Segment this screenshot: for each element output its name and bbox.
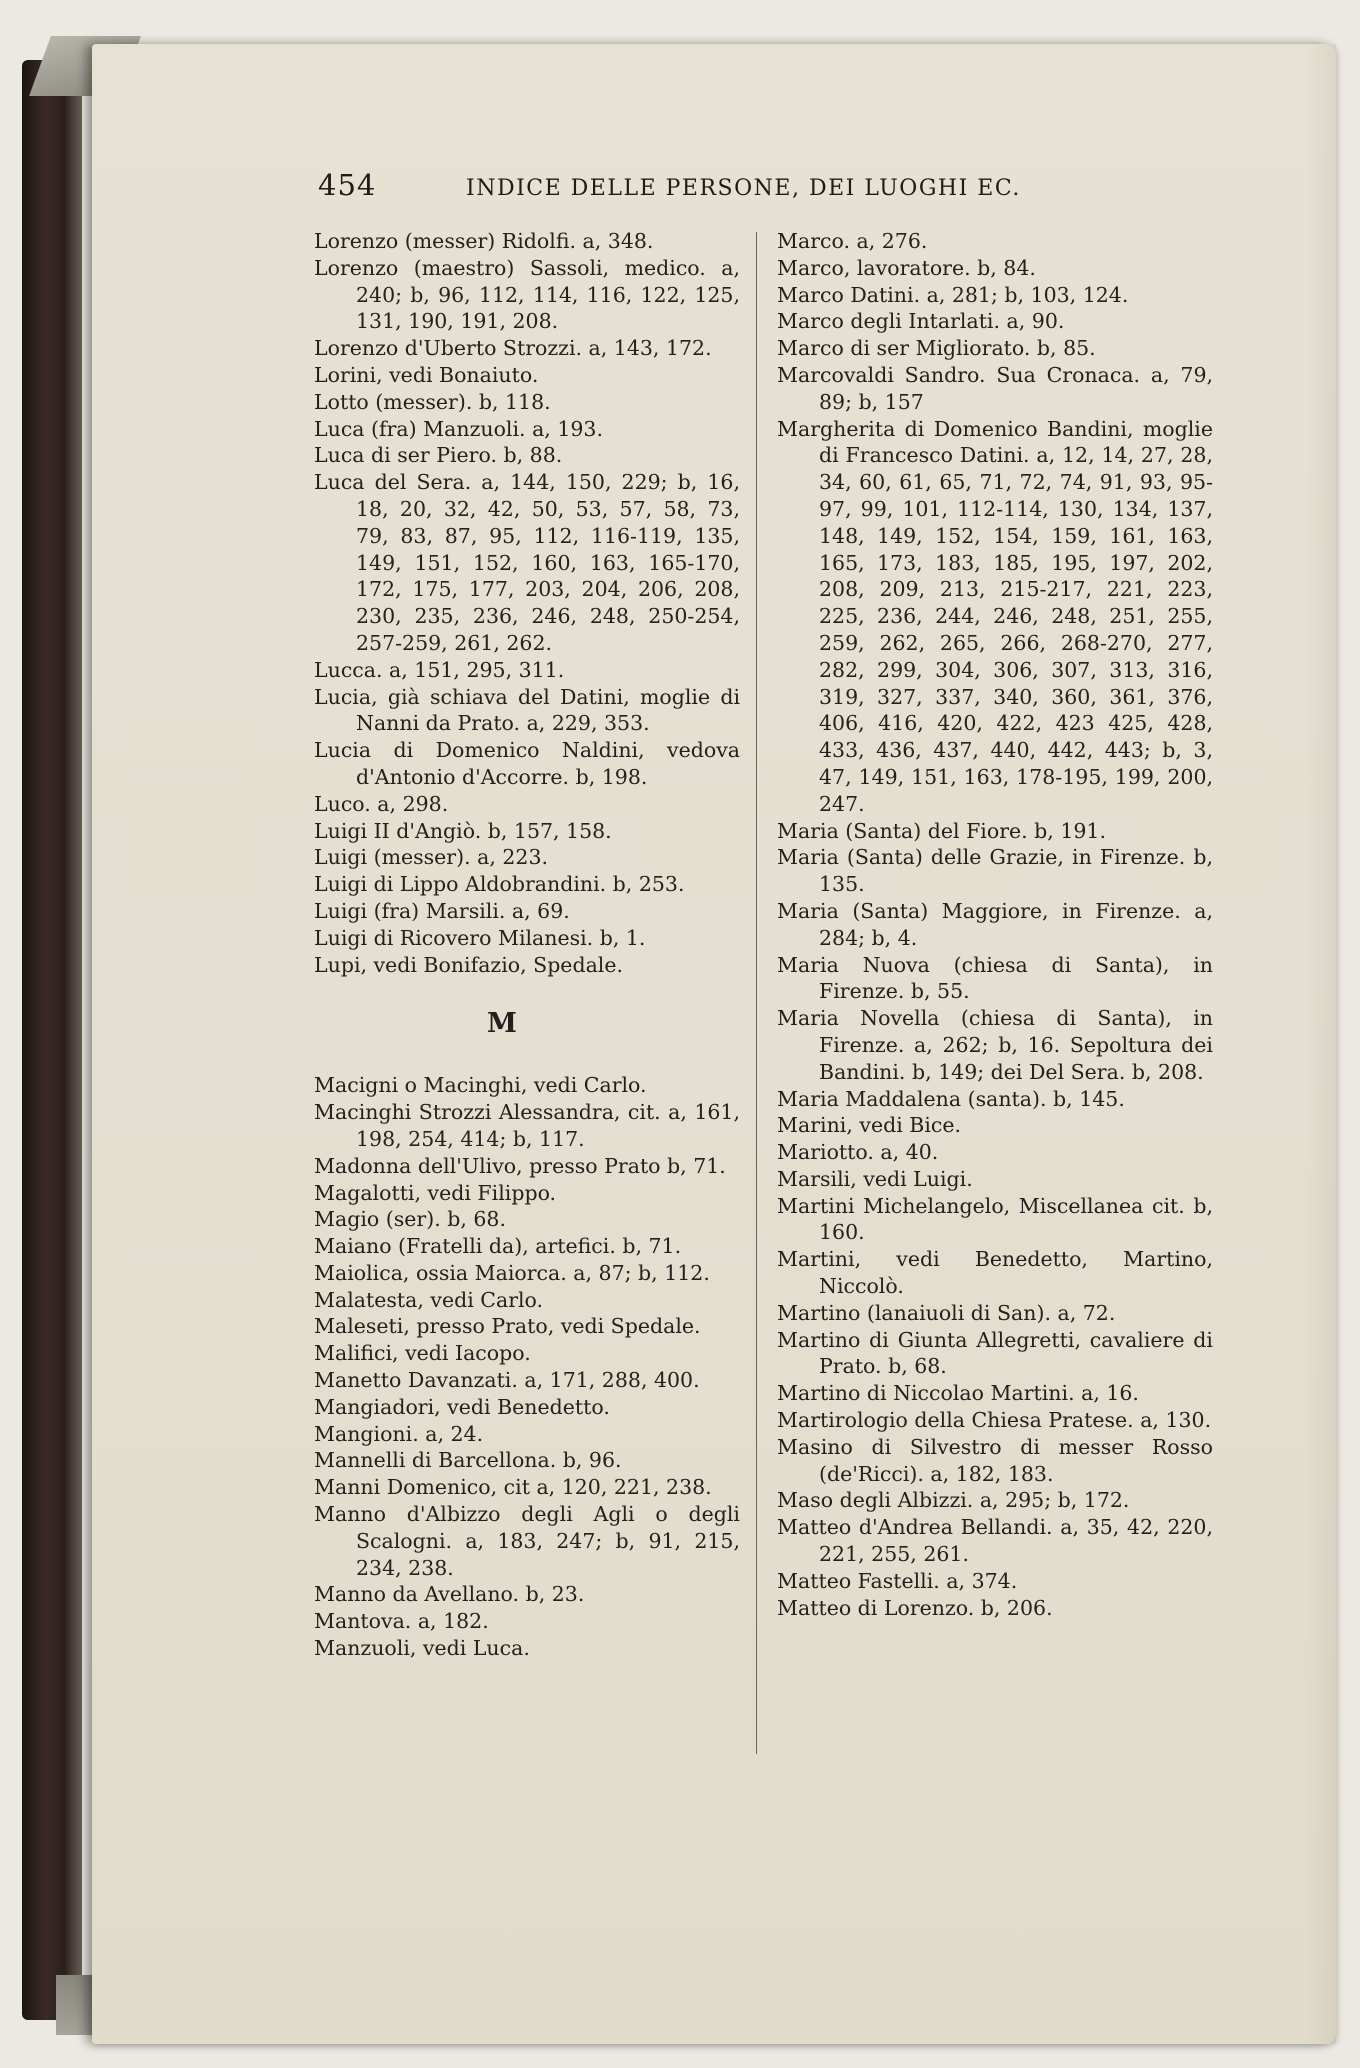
index-entry: Lupi, vedi Bonifazio, Spedale.	[314, 952, 623, 977]
index-column-right	[777, 228, 1213, 1621]
index-entry: Luca del Sera. a, 144, 150, 229; b, 16, 18, 20, 32, 42, 50, 53, 57, 58, 73, 79, 83, 87, 95, 112, 116-119, 135, 149, 151, 152, 160, 163, 165-170, 172, 175, 177, 203, 204, 206, 208, 230, 235, 236, 246, 248, 250-254, 257-259, 261, 262.	[314, 470, 740, 655]
index-entry: Maria Novella (chiesa di Santa), in Firenze. a, 262; b, 16. Sepoltura dei Bandini. b, 149; dei Del Sera. b, 208.	[777, 1006, 1213, 1084]
index-entry: Matteo di Lorenzo. b, 206.	[777, 1595, 1053, 1620]
index-entry: Marco Datini. a, 281; b, 103, 124.	[777, 282, 1129, 307]
entries-m	[314, 1072, 740, 1662]
index-entry: Maria Maddalena (santa). b, 145.	[777, 1086, 1125, 1111]
index-entry: Matteo d'Andrea Bellandi. a, 35, 42, 220, 221, 255, 261.	[777, 1515, 1213, 1567]
index-entry: Marini, vedi Bice.	[777, 1113, 962, 1138]
index-entry: Marco, lavoratore. b, 84.	[777, 255, 1036, 280]
index-entry: Macigni o Macinghi, vedi Carlo.	[314, 1073, 647, 1098]
index-entry: Margherita di Domenico Bandini, moglie di Francesco Datini. a, 12, 14, 27, 28, 34, 60, 61, 65, 71, 72, 74, 91, 93, 95-97, 99, 101, 112-114, 130, 134, 137, 148, 149, 152, 154, 159, 161, 163, 165, 173, 183, 185, 195, 197, 202, 208, 209, 213, 215-217, 221, 223, 225, 236, 244, 246, 248, 251, 255, 259, 262, 265, 266, 268-270, 277, 282, 299, 304, 306, 307, 313, 316, 319, 327, 337, 340, 360, 361, 376, 406, 416, 420, 422, 423 425, 428, 433, 436, 437, 440, 442, 443; b, 3, 47, 149, 151, 163, 178-195, 199, 200, 247.	[777, 416, 1213, 816]
index-entry: Luigi (fra) Marsili. a, 69.	[314, 898, 570, 923]
page-header	[318, 168, 1078, 208]
index-entry: Magio (ser). b, 68.	[314, 1207, 506, 1232]
index-entry: Lorenzo (messer) Ridolfi. a, 348.	[314, 229, 654, 253]
page-number: 454	[318, 168, 377, 202]
index-entry: Macinghi Strozzi Alessandra, cit. a, 161, 198, 254, 414; b, 117.	[314, 1100, 740, 1151]
index-entry: Maiano (Fratelli da), artefici. b, 71.	[314, 1234, 682, 1259]
index-entry: Lucia, già schiava del Datini, moglie di Nanni da Prato. a, 229, 353.	[314, 684, 740, 736]
index-entry: Maleseti, presso Prato, vedi Spedale.	[314, 1314, 701, 1339]
entries-l	[314, 228, 740, 978]
index-entry: Manni Domenico, cit a, 120, 221, 238.	[314, 1475, 712, 1500]
book-binding	[22, 60, 82, 2020]
index-entry: Malatesta, vedi Carlo.	[314, 1287, 544, 1312]
section-letter: M	[487, 1008, 517, 1040]
index-entry: Martini, vedi Benedetto, Martino, Niccolò.	[777, 1247, 1213, 1299]
index-entry: Maria (Santa) del Fiore. b, 191.	[777, 818, 1106, 843]
index-entry: Lorenzo (maestro) Sassoli, medico. a, 240; b, 96, 112, 114, 116, 122, 125, 131, 190, 191, 208.	[314, 255, 740, 334]
index-entry: Mariotto. a, 40.	[777, 1140, 939, 1165]
index-entry: Manno d'Albizzo degli Agli o degli Scalogni. a, 183, 247; b, 91, 215, 234, 238.	[314, 1502, 740, 1580]
index-entry: Lucca. a, 151, 295, 311.	[314, 657, 565, 682]
running-title: INDICE DELLE PERSONE, DEI LUOGHI EC.	[466, 176, 1021, 201]
index-entry: Martino di Giunta Allegretti, cavaliere di Prato. b, 68.	[777, 1327, 1213, 1379]
index-entry: Martino di Niccolao Martini. a, 16.	[777, 1381, 1139, 1406]
index-column-left	[314, 228, 740, 1662]
index-entry: Marco di ser Migliorato. b, 85.	[777, 336, 1096, 361]
index-entry: Maria (Santa) Maggiore, in Firenze. a, 284; b, 4.	[777, 898, 1213, 950]
index-entry: Malifici, vedi Iacopo.	[314, 1341, 531, 1366]
index-entry: Matteo Fastelli. a, 374.	[777, 1568, 1018, 1593]
index-entry: Magalotti, vedi Filippo.	[314, 1180, 557, 1205]
index-entry: Mantova. a, 182.	[314, 1609, 489, 1634]
index-entry: Martini Michelangelo, Miscellanea cit. b, 160.	[777, 1193, 1213, 1245]
index-entry: Mangioni. a, 24.	[314, 1421, 484, 1446]
index-entry: Mannelli di Barcellona. b, 96.	[314, 1448, 622, 1473]
index-entry: Martino (lanaiuoli di San). a, 72.	[777, 1300, 1116, 1325]
index-entry: Manno da Avellano. b, 23.	[314, 1582, 585, 1607]
index-entry: Madonna dell'Ulivo, presso Prato b, 71.	[314, 1153, 726, 1178]
index-entry: Masino di Silvestro di messer Rosso (de'Ricci). a, 182, 183.	[777, 1434, 1213, 1486]
index-entry: Marco degli Intarlati. a, 90.	[777, 309, 1065, 334]
index-entry: Lorini, vedi Bonaiuto.	[314, 362, 539, 387]
index-entry: Martirologio della Chiesa Pratese. a, 130.	[777, 1408, 1212, 1433]
index-entry: Lotto (messer). b, 118.	[314, 389, 551, 414]
column-divider	[756, 232, 757, 1754]
index-entry: Maria (Santa) delle Grazie, in Firenze. b, 135.	[777, 845, 1213, 897]
index-entry: Maso degli Albizzi. a, 295; b, 172.	[777, 1488, 1130, 1513]
index-entry: Mangiadori, vedi Benedetto.	[314, 1394, 610, 1419]
index-entry: Lucia di Domenico Naldini, vedova d'Antonio d'Accorre. b, 198.	[314, 738, 740, 789]
index-entry: Manzuoli, vedi Luca.	[314, 1636, 530, 1661]
index-entry: Maria Nuova (chiesa di Santa), in Firenze. b, 55.	[777, 952, 1213, 1004]
index-entry: Manetto Davanzati. a, 171, 288, 400.	[314, 1368, 700, 1393]
index-entry: Marsili, vedi Luigi.	[777, 1166, 973, 1191]
index-entry: Marcovaldi Sandro. Sua Cronaca. a, 79, 89; b, 157	[777, 362, 1213, 414]
index-entry: Luca di ser Piero. b, 88.	[314, 443, 563, 468]
index-entry: Maiolica, ossia Maiorca. a, 87; b, 112.	[314, 1260, 710, 1285]
index-entry: Luigi di Ricovero Milanesi. b, 1.	[314, 925, 646, 950]
index-entry: Luca (fra) Manzuoli. a, 193.	[314, 416, 603, 441]
entries-m-continued	[777, 228, 1213, 1621]
index-entry: Luigi II d'Angiò. b, 157, 158.	[314, 818, 612, 843]
index-entry: Luigi (messer). a, 223.	[314, 845, 549, 870]
page-edge-shadow	[1306, 44, 1336, 2044]
index-entry: Lorenzo d'Uberto Strozzi. a, 143, 172.	[314, 336, 712, 361]
index-entry: Luco. a, 298.	[314, 791, 449, 816]
index-entry: Luigi di Lippo Aldobrandini. b, 253.	[314, 872, 685, 897]
index-entry: Marco. a, 276.	[777, 229, 928, 253]
